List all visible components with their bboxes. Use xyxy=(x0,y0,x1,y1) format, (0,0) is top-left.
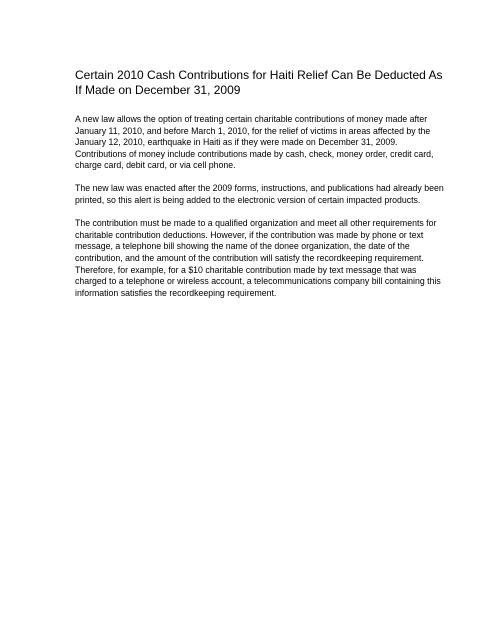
paragraph-haiti-relief-law: A new law allows the option of treating certain charitable contributions of money made after January 11, 2010, and before March 1, 2010, for the relief of victims in areas affected by the January 12, 2010, earthquake in Haiti as if they were made on December 31, 2009. Contributions of money include contributions made by cash, check, money order, credit card, charge card, debit card, or via cell phone. xyxy=(75,114,434,171)
paragraph-recordkeeping: The contribution must be made to a qualified organization and meet all other requirements for charitable contribution deductions. However, if the contribution was made by phone or text message, a telephone bill showing the name of the donee organization, the date of the contribution, and the amount of the contribution will satisfy the recordkeeping requirement. Therefore, for example, for a $10 charitable contribution made by text message that was charged to a telephone or wireless account, a telecommunications company bill containing this information satisfies the recordkeeping requirement. xyxy=(75,218,441,298)
document-title: Certain 2010 Cash Contributions for Haiti Relief Can Be Deducted As If Made on December 31, 2009 xyxy=(75,68,443,97)
document-page xyxy=(75,68,447,311)
paragraph-electronic-alert: The new law was enacted after the 2009 forms, instructions, and publications had already been printed, so this alert is being added to the electronic version of certain impacted products. xyxy=(75,183,444,206)
